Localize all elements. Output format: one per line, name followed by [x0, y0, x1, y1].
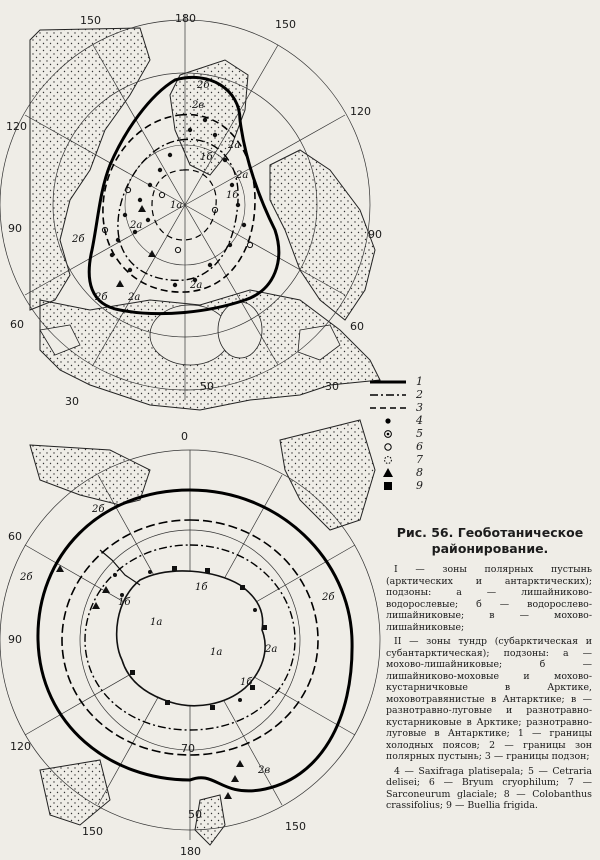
zone-label: 1a — [210, 647, 223, 658]
lon-label-0: 0 — [181, 430, 188, 443]
figure-number: Рис. 56. — [396, 525, 454, 540]
legend-dashed-line-icon — [368, 402, 408, 414]
lat-label-70: 70 — [181, 742, 195, 755]
legend-dash-dot-line-icon — [368, 389, 408, 401]
lon-label-90w: 90 — [8, 222, 22, 235]
legend-number: 3 — [416, 401, 423, 414]
zone-label: 1a — [150, 617, 163, 628]
zone-label: 2б — [322, 592, 335, 603]
figure-caption — [392, 525, 588, 557]
antarctic-map — [0, 420, 380, 858]
description-zone-i: I — зоны полярных пустынь (арктических и антарктических); подзоны: а — лишайниково-водорослевые; б — водорослево-лишайниковые; в — мохово-лишайниковые; — [386, 564, 592, 633]
figure-description — [386, 564, 592, 812]
legend-item — [368, 480, 438, 492]
legend-open-circle-icon — [368, 441, 408, 453]
legend-item — [368, 389, 438, 401]
zone-label: 1б — [195, 582, 208, 593]
zone-label: 2a — [236, 170, 249, 181]
legend-number: 6 — [416, 440, 423, 453]
arctic-inner-subzone — [152, 170, 216, 240]
zone-label: 1б — [226, 190, 239, 201]
australia-land — [40, 760, 110, 825]
lon-label-150e: 150 — [275, 18, 296, 31]
lon-label-150-east: 150 — [285, 820, 306, 833]
zone-label: 2в — [258, 765, 271, 776]
lon-label-60w: 60 — [10, 318, 24, 331]
lon-label-120: 120 — [10, 740, 31, 753]
legend-ringed-dot-icon — [368, 428, 408, 440]
lat-label-50-arctic: 50 — [200, 380, 214, 393]
lon-label-60: 60 — [8, 530, 22, 543]
zone-label: 2a — [190, 280, 203, 291]
lon-label-120w: 120 — [6, 120, 27, 133]
zone-label: 1a — [170, 200, 183, 211]
legend-number: 4 — [416, 414, 423, 427]
white-area-scandinavia — [218, 302, 262, 358]
lon-label-120e: 120 — [350, 105, 371, 118]
description-zone-ii: II — зоны тундр (субарктическая и субантарктическая); подзоны: а — мохово-лишайниковые; б — лишайниково-моховые и мохово-кустарничковые в Арктике, моховотравянистые в Антарктике; в — разнотравно-луговые и разнотравно-кустарниковые в Арктике; разнотравно-луговые в Антарктике; 1 — границы холодных поясов; 2 — границы зон полярных пустынь; 3 — границы подзон; — [386, 636, 592, 762]
lon-label-60e: 60 — [350, 320, 364, 333]
figure-title-a: Геоботаническое — [457, 525, 584, 540]
zone-label: 2б — [92, 504, 105, 515]
figure-title-b: районирование. — [431, 541, 549, 556]
south-america-land — [30, 445, 150, 505]
lon-label-150w: 150 — [80, 14, 101, 27]
legend-solid-line-icon — [368, 376, 408, 388]
legend-filled-dot-icon — [368, 415, 408, 427]
africa-land — [280, 420, 375, 530]
legend-item — [368, 376, 438, 388]
zone-label: 2a — [228, 140, 241, 151]
legend-item — [368, 402, 438, 414]
lon-label-90e: 90 — [368, 228, 382, 241]
legend-filled-square-icon — [368, 480, 408, 492]
zone-label: 2a — [130, 220, 143, 231]
lat-label-50: 50 — [188, 808, 202, 821]
legend-item — [368, 428, 438, 440]
legend-item — [368, 441, 438, 453]
zone-label: 2б — [197, 80, 210, 91]
legend-number: 9 — [416, 479, 423, 492]
zone-label: 1б — [240, 677, 253, 688]
lon-label-30w: 30 — [65, 395, 79, 408]
lon-label-180-south: 180 — [180, 845, 201, 858]
figure-title-line-1 — [392, 525, 588, 541]
lon-label-90: 90 — [8, 633, 22, 646]
arctic-land-america — [270, 150, 375, 320]
zone-label: 2б — [20, 572, 33, 583]
legend-item — [368, 454, 438, 466]
lon-label-150: 150 — [82, 825, 103, 838]
zone-label: 1б — [118, 597, 131, 608]
zone-label: 2a — [128, 292, 141, 303]
legend-number: 1 — [416, 375, 423, 388]
lon-label-30e: 30 — [325, 380, 339, 393]
zone-label: 2б — [95, 292, 108, 303]
legend-number: 7 — [416, 453, 423, 466]
legend-number: 5 — [416, 427, 423, 440]
arctic-map — [0, 12, 382, 443]
legend-filled-triangle-icon — [368, 467, 408, 479]
zone-label: 1б — [200, 152, 213, 163]
zone-label: 2б — [72, 234, 85, 245]
legend-number: 2 — [416, 388, 423, 401]
legend-number: 8 — [416, 466, 423, 479]
legend-item — [368, 467, 438, 479]
description-species: 4 — Saxifraga platisepala; 5 — Cetraria delisei; 6 — Bryum cryophilum; 7 — Sarconeurum glaciale; 8 — Colobanthus crassifolius; 9 — Buellia frigida. — [386, 765, 592, 811]
zone-label: 2в — [192, 100, 205, 111]
lon-label-180: 180 — [175, 12, 196, 25]
arctic-triangle-markers — [116, 205, 156, 287]
zone-label: 2a — [265, 644, 278, 655]
legend-item — [368, 415, 438, 427]
legend-dotted-circle-icon — [368, 454, 408, 466]
map-legend — [368, 376, 438, 506]
